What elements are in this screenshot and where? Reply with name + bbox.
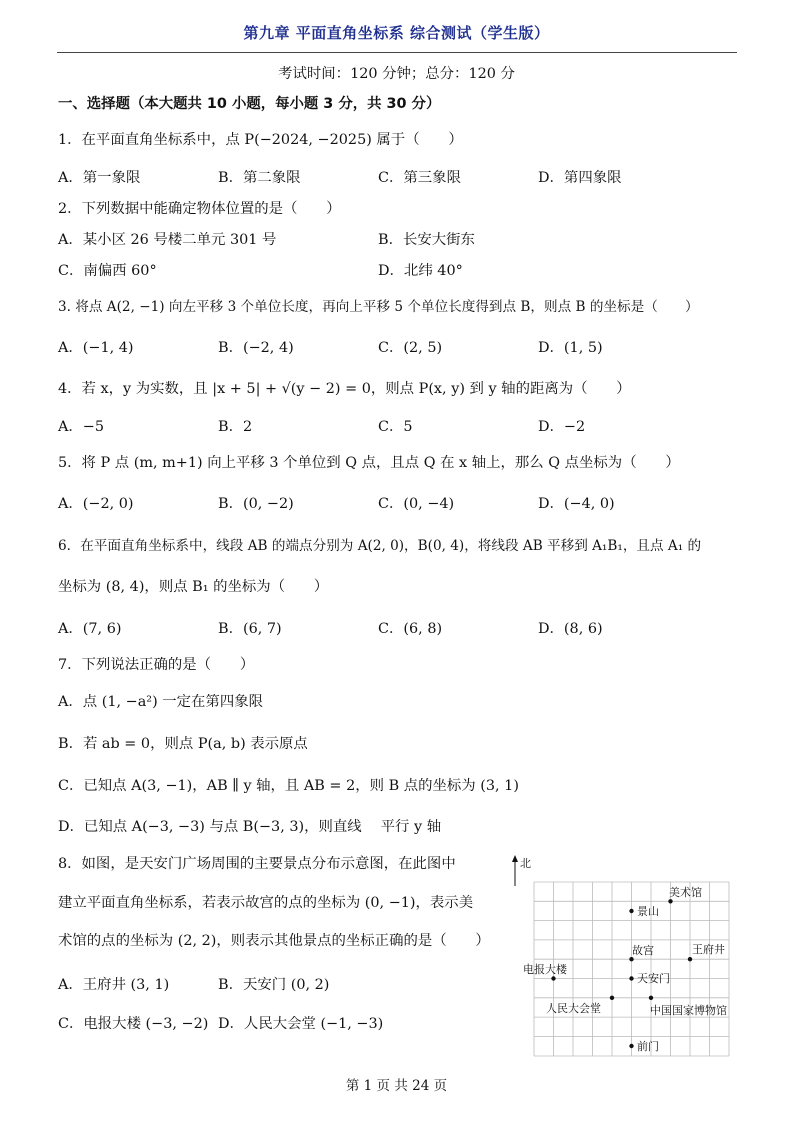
map-label-tiananmen: 天安门 <box>637 972 670 985</box>
q3-option-b[interactable]: B．(−2, 4) <box>218 340 294 356</box>
map-label-great-hall: 人民大会堂 <box>546 1002 601 1015</box>
q1-option-c[interactable]: C．第三象限 <box>378 170 461 186</box>
north-label: 北 <box>520 857 531 870</box>
q7-option-a[interactable]: A．点 (1, −a²) 一定在第四象限 <box>58 694 263 710</box>
map-point-telegraph-building <box>551 976 555 980</box>
q3-option-d[interactable]: D．(1, 5) <box>538 340 603 356</box>
map-label-jingshan: 景山 <box>637 905 659 918</box>
map-point-forbidden-city <box>629 957 633 961</box>
page-footer: 第 1 页 共 24 页 <box>345 1078 448 1094</box>
question-4-stem: 4．若 x，y 为实数，且 |x + 5| + √(y − 2) = 0，则点 P(x, y) 到 y 轴的距离为（ ） <box>58 381 631 397</box>
question-5-stem: 5．将 P 点 (m, m+1) 向上平移 3 个单位到 Q 点，且点 Q 在 x 轴上，那么 Q 点坐标为（ ） <box>58 455 680 471</box>
q8-option-a[interactable]: A．王府井 (3, 1) <box>58 977 170 993</box>
question-7-stem: 7．下列说法正确的是（ ） <box>58 657 255 673</box>
header-divider <box>57 52 737 53</box>
map-label-telegraph-building: 电报大楼 <box>523 963 567 976</box>
q6-option-d[interactable]: D．(8, 6) <box>538 621 603 637</box>
q4-option-b[interactable]: B．2 <box>218 419 253 435</box>
q2-option-b[interactable]: B．长安大街东 <box>378 232 475 248</box>
q5-option-c[interactable]: C．(0, −4) <box>378 496 455 512</box>
map-point-qianmen <box>629 1044 633 1048</box>
map-label-forbidden-city: 故宫 <box>632 944 654 957</box>
map-label-wangfujing: 王府井 <box>692 943 725 956</box>
q8-option-b[interactable]: B．天安门 (0, 2) <box>218 977 330 993</box>
q3-option-a[interactable]: A．(−1, 4) <box>58 340 134 356</box>
q5-option-a[interactable]: A．(−2, 0) <box>58 496 134 512</box>
tiananmen-map-figure <box>508 852 748 1062</box>
q2-option-c[interactable]: C．南偏西 60° <box>58 263 157 279</box>
question-6-stem-line1: 6．在平面直角坐标系中，线段 AB 的端点分别为 A(2, 0)，B(0, 4)，将线段 AB 平移到 A₁B₁，且点 A₁ 的 <box>58 538 702 554</box>
q5-option-d[interactable]: D．(−4, 0) <box>538 496 615 512</box>
map-point-wangfujing <box>688 957 692 961</box>
q4-option-d[interactable]: D．−2 <box>538 419 586 435</box>
question-8-stem-line2: 建立平面直角坐标系，若表示故宫的点的坐标为 (0, −1)，表示美 <box>58 895 474 911</box>
q3-option-c[interactable]: C．(2, 5) <box>378 340 443 356</box>
q7-option-d[interactable]: D．已知点 A(−3, −3) 与点 B(−3, 3)，则直线 平行 y 轴 <box>58 819 442 835</box>
question-8-stem-line1: 8．如图，是天安门广场周围的主要景点分布示意图，在此图中 <box>58 856 456 872</box>
q2-option-a[interactable]: A．某小区 26 号楼二单元 301 号 <box>58 232 277 248</box>
q6-option-b[interactable]: B．(6, 7) <box>218 621 282 637</box>
question-6-stem-line2: 坐标为 (8, 4)，则点 B₁ 的坐标为（ ） <box>58 579 329 595</box>
q8-option-c[interactable]: C．电报大楼 (−3, −2) <box>58 1016 209 1032</box>
map-label-national-museum: 中国国家博物馆 <box>650 1004 727 1017</box>
map-point-great-hall <box>610 996 614 1000</box>
page-title: 第九章 平面直角坐标系 综合测试（学生版） <box>243 24 550 42</box>
north-arrow <box>512 855 531 886</box>
q1-option-b[interactable]: B．第二象限 <box>218 170 301 186</box>
q4-option-a[interactable]: A．−5 <box>58 419 104 435</box>
map-label-art-museum: 美术馆 <box>669 886 702 899</box>
question-1-stem: 1．在平面直角坐标系中，点 P(−2024, −2025) 属于（ ） <box>58 132 463 148</box>
q2-option-d[interactable]: D．北纬 40° <box>378 263 463 279</box>
question-2-stem: 2．下列数据中能确定物体位置的是（ ） <box>58 201 341 217</box>
q5-option-b[interactable]: B．(0, −2) <box>218 496 294 512</box>
question-8-stem-line3: 术馆的点的坐标为 (2, 2)，则表示其他景点的坐标正确的是（ ） <box>58 933 490 949</box>
q6-option-a[interactable]: A．(7, 6) <box>58 621 122 637</box>
q1-option-d[interactable]: D．第四象限 <box>538 170 622 186</box>
q7-option-b[interactable]: B．若 ab = 0，则点 P(a, b) 表示原点 <box>58 736 308 752</box>
map-label-qianmen: 前门 <box>637 1040 659 1053</box>
section-title: 一、选择题（本大题共 10 小题，每小题 3 分，共 30 分） <box>58 96 441 112</box>
map-point-national-museum <box>649 996 653 1000</box>
q6-option-c[interactable]: C．(6, 8) <box>378 621 443 637</box>
q1-option-a[interactable]: A．第一象限 <box>58 170 141 186</box>
map-point-tiananmen <box>629 976 633 980</box>
question-3-stem: 3. 将点 A(2, −1) 向左平移 3 个单位长度，再向上平移 5 个单位长度得到点 B，则点 B 的坐标是（ ） <box>58 299 699 315</box>
map-point-jingshan <box>629 909 633 913</box>
q8-option-d[interactable]: D．人民大会堂 (−1, −3) <box>218 1016 384 1032</box>
q4-option-c[interactable]: C．5 <box>378 419 413 435</box>
q7-option-c[interactable]: C．已知点 A(3, −1)，AB ∥ y 轴，且 AB = 2，则 B 点的坐标为 (3, 1) <box>58 778 519 794</box>
map-point-art-museum <box>668 899 672 903</box>
exam-info: 考试时间：120 分钟；总分：120 分 <box>278 66 515 82</box>
